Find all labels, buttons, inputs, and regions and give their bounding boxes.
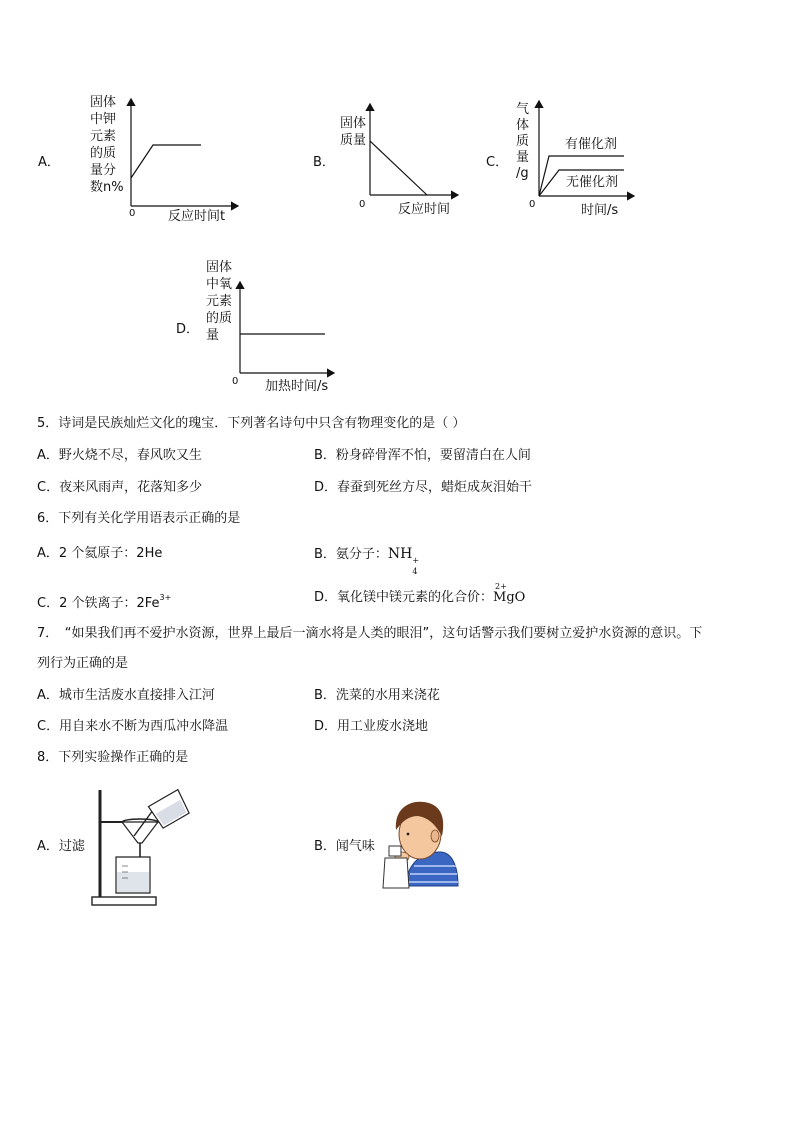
question-6-option-d: D．氧化镁中镁元素的化合价： 2+ MgO [314, 582, 526, 605]
graph-b-xlabel: 反应时间 [398, 202, 451, 217]
option-letter-d: D． [176, 322, 200, 337]
ammonium-formula: NH + 4 [387, 546, 420, 576]
question-7-option-b: B．洗菜的水用来浇花 [314, 688, 440, 703]
graph-d-origin: 0 [232, 376, 239, 387]
question-7-option-d: D．用工业废水浇地 [314, 719, 429, 734]
graph-c-origin: 0 [529, 199, 536, 210]
question-8-option-a: A．过滤 [37, 839, 85, 854]
graph-c-curve2-label: 无催化剂 [566, 175, 619, 190]
graph-d-ylabel: 固体 中氧 元素 的质 量 [206, 260, 233, 343]
question-6-option-c: C．2 个铁离子：$2Fe^{3+}$ [37, 593, 172, 611]
question-5-stem: 5．诗词是民族灿烂文化的瑰宝．下列著名诗句中只含有物理变化的是（ ） [37, 416, 466, 431]
graph-b-origin: 0 [359, 199, 366, 210]
question-6-option-b: B．氨分子：NH + 4 [314, 546, 420, 576]
question-5-option-d: D．春蚕到死丝方尽，蜡炬成灰泪始干 [314, 480, 533, 495]
question-8-stem: 8．下列实验操作正确的是 [37, 750, 189, 765]
graph-b-ylabel: 固体 质量 [340, 116, 367, 148]
graph-d-xlabel: 加热时间/s [265, 379, 329, 394]
question-7-stem-line2: 列行为正确的是 [37, 656, 129, 671]
valence-formula: 2+ MgO [493, 582, 526, 605]
question-7-option-c: C．用自来水不断为西瓜冲水降温 [37, 719, 229, 734]
graph-a-ylabel: 固体 中钾 元素 的质 量分 数n% [90, 95, 124, 195]
graph-c-ylabel: 气 体 质 量 /g [516, 102, 530, 181]
question-8-option-b: B．闻气味 [314, 839, 375, 854]
graph-a-xlabel: 反应时间t [168, 209, 226, 224]
graph-a-origin: 0 [129, 208, 136, 219]
question-7-option-a: A．城市生活废水直接排入江河 [37, 688, 215, 703]
graph-c-curve1-label: 有催化剂 [565, 137, 618, 152]
question-6-stem: 6．下列有关化学用语表示正确的是 [37, 511, 241, 526]
option-letter-b: B． [313, 155, 335, 170]
question-6-option-a: A．2 个氦原子：2He [37, 546, 163, 561]
question-5-option-b: B．粉身碎骨浑不怕，要留清白在人间 [314, 448, 531, 463]
graph-c-xlabel: 时间/s [581, 203, 619, 218]
option-letter-a: A． [38, 155, 60, 170]
option-letter-c: C． [486, 155, 509, 170]
question-5-option-a: A．野火烧不尽，春风吹又生 [37, 448, 202, 463]
question-5-option-c: C．夜来风雨声，花落知多少 [37, 480, 203, 495]
question-7-stem-line1: 7． “如果我们再不爱护水资源，世界上最后一滴水将是人类的眼泪”，这句话警示我们要树立爱护水资源的意识。下 [37, 626, 703, 641]
